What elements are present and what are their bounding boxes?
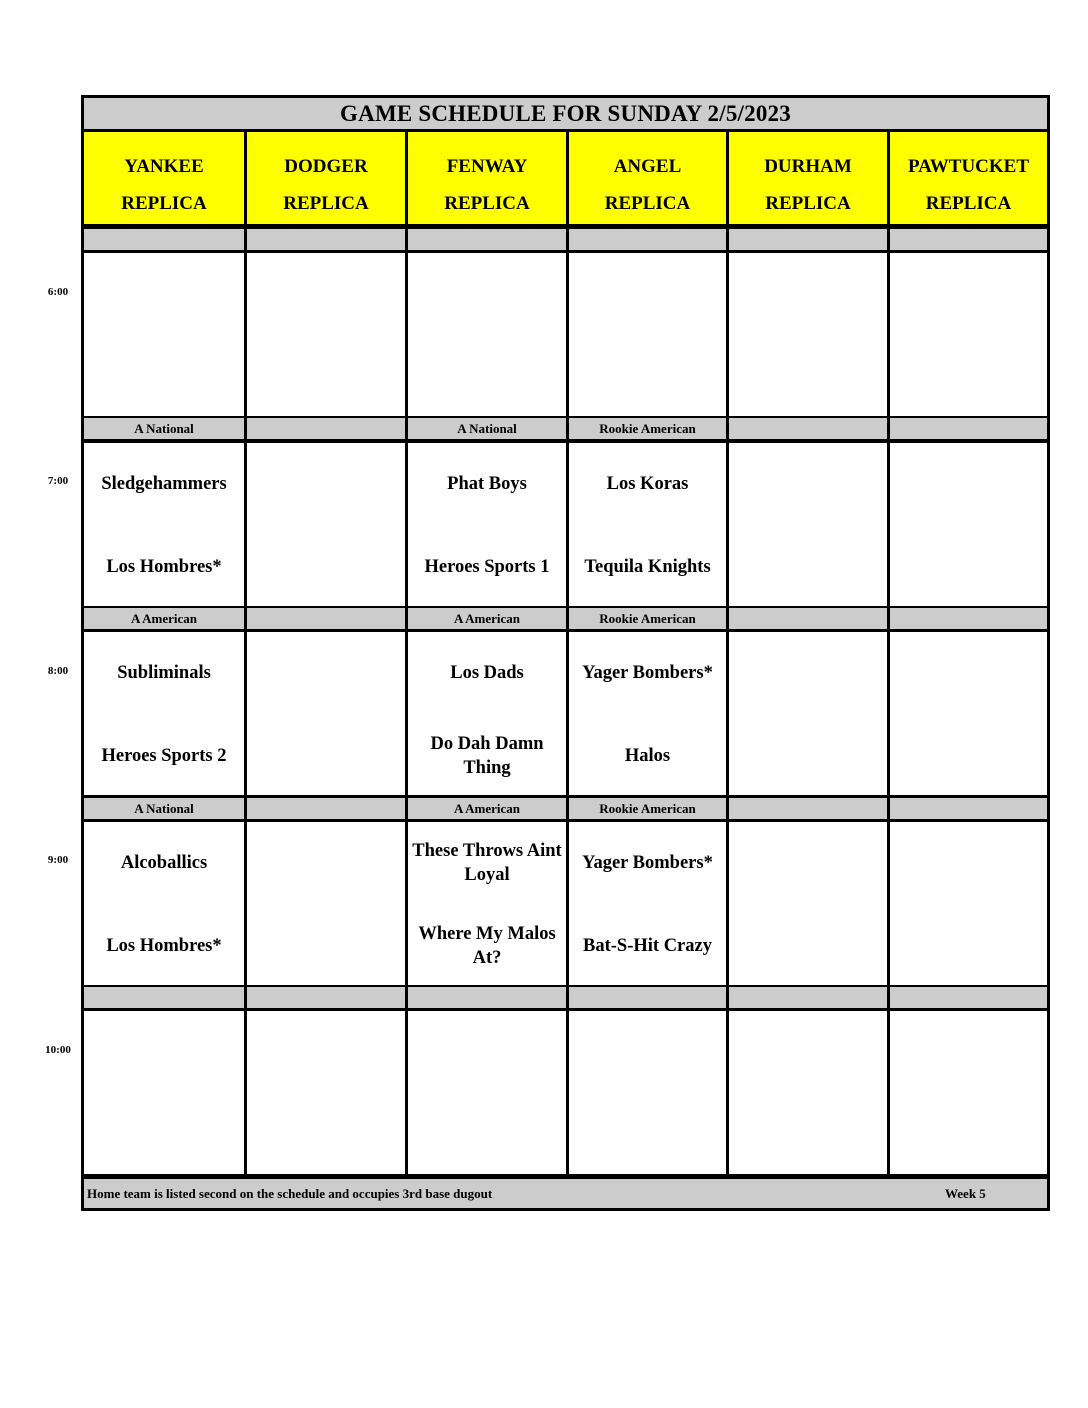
division-cell xyxy=(569,229,726,250)
home-team xyxy=(571,1105,724,1165)
division-cell xyxy=(729,987,887,1008)
division-cell xyxy=(569,798,726,819)
game-cell xyxy=(84,253,244,416)
game-cell xyxy=(729,443,887,606)
away-team xyxy=(571,454,724,514)
home-team xyxy=(731,1105,885,1165)
away-team xyxy=(892,264,1045,324)
home-team xyxy=(571,347,724,407)
division-cell xyxy=(729,798,887,819)
game-cell xyxy=(729,1011,887,1174)
division-bar xyxy=(84,418,1047,439)
division-bar xyxy=(84,987,1047,1008)
home-team xyxy=(571,916,724,976)
away-team xyxy=(410,264,564,324)
home-team xyxy=(571,726,724,786)
home-team-name: Where My Malos At? xyxy=(418,924,556,968)
home-team-name: Bat-S-Hit Crazy xyxy=(583,936,712,956)
game-cell xyxy=(569,632,726,795)
home-team xyxy=(731,916,885,976)
game-cell xyxy=(247,1011,405,1174)
away-team xyxy=(249,454,403,514)
field-header-durham xyxy=(729,132,887,224)
game-cell xyxy=(890,443,1047,606)
away-team xyxy=(86,1022,242,1082)
division-cell xyxy=(247,229,405,250)
game-cell xyxy=(729,632,887,795)
field-subtitle: REPLICA xyxy=(121,193,207,214)
away-team xyxy=(571,643,724,703)
division-label: Rookie American xyxy=(599,610,696,626)
home-team xyxy=(249,916,403,976)
home-team xyxy=(410,537,564,597)
game-cell xyxy=(408,1011,566,1174)
home-team xyxy=(86,537,242,597)
game-cell xyxy=(247,632,405,795)
time-slot-row xyxy=(84,443,1047,606)
away-team-name: Yager Bombers* xyxy=(582,853,713,873)
division-bar xyxy=(84,798,1047,819)
away-team xyxy=(249,833,403,893)
game-cell xyxy=(84,632,244,795)
time-label: 6:00 xyxy=(47,286,69,298)
field-name: PAWTUCKET xyxy=(907,156,1030,177)
away-team xyxy=(410,833,564,893)
field-subtitle: REPLICA xyxy=(925,193,1012,214)
field-name: DODGER xyxy=(284,156,368,177)
division-label: A National xyxy=(457,420,517,436)
division-cell xyxy=(890,229,1047,250)
game-cell xyxy=(890,1011,1047,1174)
week-label: Week 5 xyxy=(945,1186,986,1201)
division-cell xyxy=(247,608,405,629)
division-cell xyxy=(569,418,726,439)
away-team xyxy=(892,643,1045,703)
away-team xyxy=(86,454,242,514)
away-team xyxy=(410,454,564,514)
away-team xyxy=(731,264,885,324)
game-cell xyxy=(569,253,726,416)
home-team xyxy=(731,537,885,597)
away-team xyxy=(86,264,242,324)
time-label: 7:00 xyxy=(47,475,69,487)
game-cell xyxy=(408,632,566,795)
division-cell xyxy=(247,418,405,439)
division-cell xyxy=(729,229,887,250)
time-slot-row xyxy=(84,632,1047,795)
game-cell xyxy=(247,822,405,985)
away-team xyxy=(249,1022,403,1082)
field-subtitle: REPLICA xyxy=(765,193,851,214)
time-label: 10:00 xyxy=(45,1044,71,1056)
field-name: YANKEE xyxy=(124,156,204,177)
away-team xyxy=(410,1022,564,1082)
home-team-name: Heroes Sports 2 xyxy=(101,746,227,766)
game-cell xyxy=(890,822,1047,985)
division-cell xyxy=(729,608,887,629)
away-team xyxy=(571,1022,724,1082)
division-cell xyxy=(408,608,566,629)
away-team-name: Los Koras xyxy=(606,474,689,494)
home-team-note: Home team is listed second on the schedule and occupies 3rd base dugout xyxy=(87,1186,493,1201)
schedule-title: GAME SCHEDULE FOR SUNDAY 2/5/2023 xyxy=(340,100,791,126)
footer-bar xyxy=(84,1179,1047,1208)
field-name: FENWAY xyxy=(446,156,528,177)
home-team xyxy=(410,1105,564,1165)
division-label: A American xyxy=(453,800,521,816)
field-header-angel xyxy=(569,132,726,224)
away-team xyxy=(571,833,724,893)
division-cell xyxy=(84,798,244,819)
game-cell xyxy=(247,253,405,416)
home-team xyxy=(410,916,564,976)
home-team xyxy=(86,1105,242,1165)
home-team xyxy=(86,916,242,976)
away-team xyxy=(892,454,1045,514)
time-slot-row xyxy=(84,822,1047,985)
home-team-name: Los Hombres* xyxy=(106,936,222,956)
away-team xyxy=(249,264,403,324)
field-subtitle: REPLICA xyxy=(604,193,691,214)
division-cell xyxy=(729,418,887,439)
division-cell xyxy=(247,798,405,819)
division-cell xyxy=(247,987,405,1008)
home-team xyxy=(249,1105,403,1165)
away-team xyxy=(892,1022,1045,1082)
home-team xyxy=(892,1105,1045,1165)
game-cell xyxy=(84,822,244,985)
away-team xyxy=(571,264,724,324)
home-team xyxy=(86,726,242,786)
time-slot-row xyxy=(84,253,1047,416)
time-slot-row xyxy=(84,1011,1047,1174)
game-cell xyxy=(84,1011,244,1174)
away-team xyxy=(731,454,885,514)
division-cell xyxy=(84,987,244,1008)
division-cell xyxy=(890,418,1047,439)
home-team xyxy=(892,916,1045,976)
home-team xyxy=(249,347,403,407)
field-subtitle: REPLICA xyxy=(444,193,530,214)
division-cell xyxy=(408,418,566,439)
game-cell xyxy=(890,632,1047,795)
away-team xyxy=(86,833,242,893)
division-cell xyxy=(408,798,566,819)
division-label: A American xyxy=(130,610,198,626)
game-cell xyxy=(729,253,887,416)
field-header-row xyxy=(84,132,1047,224)
division-bar xyxy=(84,608,1047,629)
game-cell xyxy=(569,1011,726,1174)
game-cell xyxy=(890,253,1047,416)
game-cell xyxy=(408,443,566,606)
home-team xyxy=(731,347,885,407)
field-name: ANGEL xyxy=(613,156,682,177)
away-team xyxy=(731,833,885,893)
home-team xyxy=(571,537,724,597)
away-team-name: These Throws Aint Loyal xyxy=(412,841,562,885)
away-team xyxy=(86,643,242,703)
division-cell xyxy=(84,418,244,439)
division-cell xyxy=(569,987,726,1008)
division-cell xyxy=(890,798,1047,819)
game-cell xyxy=(569,443,726,606)
away-team-name: Sledgehammers xyxy=(101,474,227,494)
home-team xyxy=(892,347,1045,407)
field-subtitle: REPLICA xyxy=(283,193,369,214)
field-name: DURHAM xyxy=(764,156,852,177)
division-label: A American xyxy=(453,610,521,626)
game-cell xyxy=(84,443,244,606)
away-team-name: Alcoballics xyxy=(120,853,208,873)
home-team xyxy=(410,347,564,407)
game-cell xyxy=(408,253,566,416)
field-header-dodger xyxy=(247,132,405,224)
home-team xyxy=(892,726,1045,786)
home-team-name: Heroes Sports 1 xyxy=(424,557,550,577)
game-cell xyxy=(729,822,887,985)
time-label: 8:00 xyxy=(47,665,69,677)
division-cell xyxy=(84,608,244,629)
division-label: A National xyxy=(134,800,194,816)
division-label: Rookie American xyxy=(599,800,696,816)
division-cell xyxy=(569,608,726,629)
home-team xyxy=(249,537,403,597)
division-label: A National xyxy=(134,420,194,436)
schedule-table xyxy=(81,95,1050,1211)
away-team-name: Subliminals xyxy=(117,663,211,683)
division-cell xyxy=(408,229,566,250)
away-team xyxy=(892,833,1045,893)
field-header-fenway xyxy=(408,132,566,224)
time-label: 9:00 xyxy=(47,854,69,866)
home-team xyxy=(249,726,403,786)
schedule-title-bar xyxy=(84,98,1047,129)
division-cell xyxy=(890,987,1047,1008)
home-team-name: Tequila Knights xyxy=(584,557,711,577)
division-cell xyxy=(408,987,566,1008)
away-team xyxy=(249,643,403,703)
game-cell xyxy=(569,822,726,985)
away-team xyxy=(731,643,885,703)
home-team-name: Los Hombres* xyxy=(106,557,222,577)
home-team-name: Do Dah Damn Thing xyxy=(430,734,544,778)
away-team xyxy=(731,1022,885,1082)
away-team-name: Phat Boys xyxy=(447,474,527,494)
away-team xyxy=(410,643,564,703)
division-cell xyxy=(84,229,244,250)
division-label: Rookie American xyxy=(599,420,696,436)
game-cell xyxy=(247,443,405,606)
game-cell xyxy=(408,822,566,985)
division-bar xyxy=(84,229,1047,250)
division-cell xyxy=(890,608,1047,629)
home-team xyxy=(731,726,885,786)
home-team xyxy=(86,347,242,407)
field-header-yankee xyxy=(84,132,244,224)
home-team xyxy=(892,537,1045,597)
field-header-pawtucket xyxy=(890,132,1047,224)
home-team xyxy=(410,726,564,786)
away-team-name: Los Dads xyxy=(450,663,524,683)
home-team-name: Halos xyxy=(624,746,671,766)
away-team-name: Yager Bombers* xyxy=(582,663,713,683)
